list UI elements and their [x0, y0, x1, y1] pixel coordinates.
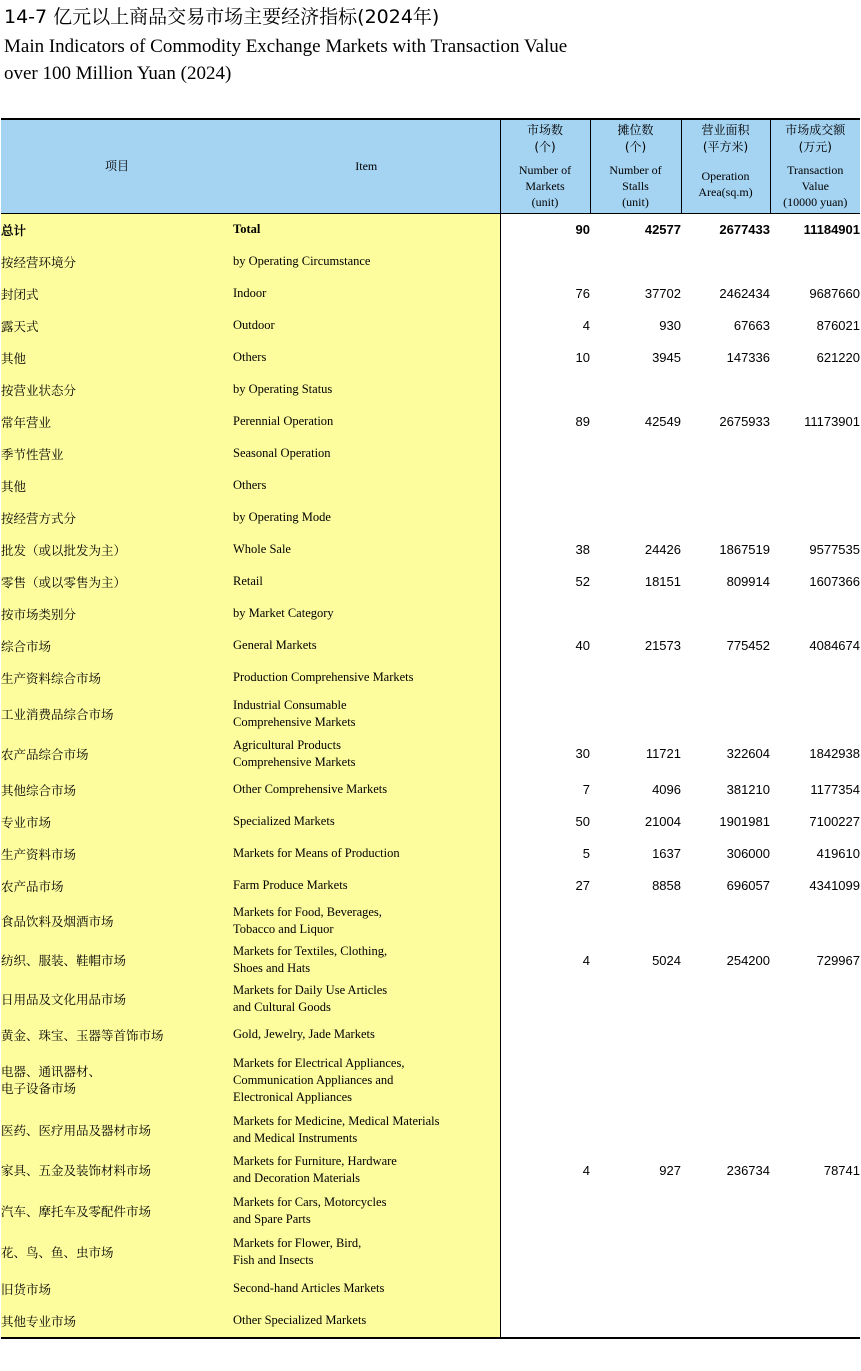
stalls-cell: 8858 [590, 870, 681, 902]
row-label-en: Farm Produce Markets [233, 870, 500, 902]
value-cell: 621220 [770, 342, 860, 374]
markets-cell [500, 662, 590, 694]
markets-cell [500, 598, 590, 630]
table-row [1, 566, 860, 598]
area-cell [681, 694, 770, 734]
value-cell: 4341099 [770, 870, 860, 902]
value-cell: 1842938 [770, 734, 860, 774]
table-row [1, 1305, 860, 1338]
markets-cell [500, 980, 590, 1019]
markets-cell [500, 1110, 590, 1150]
value-header: 市场成交额 (万元) Transaction Value (10000 yuan) [770, 119, 860, 213]
table-row [1, 1051, 860, 1110]
stalls-cell [590, 662, 681, 694]
stalls-cell [590, 470, 681, 502]
table-row [1, 774, 860, 806]
markets-cell: 89 [500, 406, 590, 438]
row-label-en: Markets for Medicine, Medical Materials and Medical Instruments [233, 1110, 500, 1150]
row-label-en: by Operating Status [233, 374, 500, 406]
value-cell [770, 980, 860, 1019]
table-row [1, 502, 860, 534]
row-label-zh: 零售（或以零售为主） [1, 566, 233, 598]
area-cell [681, 1110, 770, 1150]
value-cell [770, 1305, 860, 1338]
stalls-cell: 42577 [590, 213, 681, 246]
row-label-en: Markets for Furniture, Hardware and Decoration Materials [233, 1150, 500, 1191]
table-row [1, 374, 860, 406]
area-cell [681, 902, 770, 941]
row-label-zh: 常年营业 [1, 406, 233, 438]
markets-cell: 27 [500, 870, 590, 902]
markets-cell [500, 1305, 590, 1338]
markets-cell [500, 246, 590, 278]
area-cell: 2675933 [681, 406, 770, 438]
area-cell: 809914 [681, 566, 770, 598]
table-title-en-line2: over 100 Million Yuan (2024) [4, 63, 232, 84]
markets-cell [500, 502, 590, 534]
stalls-cell [590, 438, 681, 470]
stalls-header: 摊位数 (个) Number of Stalls (unit) [590, 119, 681, 213]
row-label-zh: 露天式 [1, 310, 233, 342]
area-cell: 67663 [681, 310, 770, 342]
area-cell [681, 1273, 770, 1305]
item-en-header: Item [233, 119, 500, 213]
value-cell: 7100227 [770, 806, 860, 838]
table-row [1, 870, 860, 902]
row-label-en: Markets for Daily Use Articles and Cultural Goods [233, 980, 500, 1019]
markets-cell [500, 1051, 590, 1110]
markets-cell: 90 [500, 213, 590, 246]
value-cell: 1607366 [770, 566, 860, 598]
markets-cell: 5 [500, 838, 590, 870]
markets-cell: 4 [500, 1150, 590, 1191]
table-row [1, 630, 860, 662]
stalls-cell: 5024 [590, 941, 681, 980]
row-label-en: Agricultural Products Comprehensive Markets [233, 734, 500, 774]
table-row [1, 734, 860, 774]
stalls-cell: 24426 [590, 534, 681, 566]
value-cell [770, 598, 860, 630]
row-label-zh: 生产资料综合市场 [1, 662, 233, 694]
value-cell: 876021 [770, 310, 860, 342]
value-cell [770, 438, 860, 470]
markets-header: 市场数 (个) Number of Markets (unit) [500, 119, 590, 213]
value-cell: 11173901 [770, 406, 860, 438]
stalls-cell [590, 1273, 681, 1305]
table-row [1, 980, 860, 1019]
markets-cell: 40 [500, 630, 590, 662]
row-label-en: Total [233, 213, 500, 246]
area-cell: 1867519 [681, 534, 770, 566]
table-title-zh: 14-7 亿元以上商品交易市场主要经济指标(2024年) [4, 6, 440, 28]
area-cell: 322604 [681, 734, 770, 774]
stalls-cell [590, 1305, 681, 1338]
stalls-cell [590, 1019, 681, 1051]
value-cell: 419610 [770, 838, 860, 870]
row-label-zh: 电器、通讯器材、 电子设备市场 [1, 1051, 233, 1110]
value-cell [770, 1051, 860, 1110]
area-cell: 147336 [681, 342, 770, 374]
table-row [1, 838, 860, 870]
area-cell: 306000 [681, 838, 770, 870]
table-row [1, 246, 860, 278]
row-label-zh: 纺织、服装、鞋帽市场 [1, 941, 233, 980]
area-cell [681, 374, 770, 406]
stalls-cell: 1637 [590, 838, 681, 870]
table-row [1, 662, 860, 694]
table-row [1, 902, 860, 941]
row-label-en: Second-hand Articles Markets [233, 1273, 500, 1305]
stalls-cell [590, 598, 681, 630]
markets-cell [500, 694, 590, 734]
row-label-zh: 生产资料市场 [1, 838, 233, 870]
stalls-cell [590, 1110, 681, 1150]
markets-cell: 4 [500, 941, 590, 980]
row-label-en: Perennial Operation [233, 406, 500, 438]
table-row [1, 470, 860, 502]
stalls-cell: 18151 [590, 566, 681, 598]
row-label-zh: 批发（或以批发为主） [1, 534, 233, 566]
stalls-cell: 930 [590, 310, 681, 342]
value-cell: 729967 [770, 941, 860, 980]
row-label-zh: 其他综合市场 [1, 774, 233, 806]
area-cell [681, 1232, 770, 1273]
row-label-zh: 专业市场 [1, 806, 233, 838]
area-header: 营业面积 (平方米) Operation Area(sq.m) [681, 119, 770, 213]
value-cell [770, 502, 860, 534]
value-cell [770, 1232, 860, 1273]
markets-cell: 30 [500, 734, 590, 774]
markets-cell [500, 374, 590, 406]
area-cell [681, 1019, 770, 1051]
row-label-en: Retail [233, 566, 500, 598]
area-cell [681, 502, 770, 534]
row-label-en: by Operating Circumstance [233, 246, 500, 278]
row-label-en: Industrial Consumable Comprehensive Markets [233, 694, 500, 734]
indicators-table [1, 118, 860, 1339]
value-cell [770, 1019, 860, 1051]
table-row [1, 1019, 860, 1051]
row-label-zh: 综合市场 [1, 630, 233, 662]
table-row [1, 806, 860, 838]
stalls-cell [590, 374, 681, 406]
value-cell [770, 1273, 860, 1305]
table-row [1, 534, 860, 566]
table-row [1, 438, 860, 470]
row-label-en: Markets for Electrical Appliances, Communication Appliances and Electronical Appliances [233, 1051, 500, 1110]
row-label-zh: 其他 [1, 470, 233, 502]
markets-cell [500, 1232, 590, 1273]
value-cell [770, 246, 860, 278]
row-label-zh: 花、鸟、鱼、虫市场 [1, 1232, 233, 1273]
value-cell [770, 470, 860, 502]
value-cell: 78741 [770, 1150, 860, 1191]
row-label-zh: 黄金、珠宝、玉器等首饰市场 [1, 1019, 233, 1051]
area-cell: 254200 [681, 941, 770, 980]
value-cell: 9577535 [770, 534, 860, 566]
row-label-zh: 汽车、摩托车及零配件市场 [1, 1191, 233, 1232]
row-label-en: by Market Category [233, 598, 500, 630]
row-label-en: Markets for Textiles, Clothing, Shoes and Hats [233, 941, 500, 980]
stalls-cell: 11721 [590, 734, 681, 774]
markets-cell: 7 [500, 774, 590, 806]
table-row [1, 1273, 860, 1305]
value-cell [770, 1191, 860, 1232]
row-label-en: General Markets [233, 630, 500, 662]
area-cell: 236734 [681, 1150, 770, 1191]
markets-cell [500, 902, 590, 941]
markets-cell: 10 [500, 342, 590, 374]
stalls-cell: 3945 [590, 342, 681, 374]
area-cell [681, 598, 770, 630]
row-label-en: Markets for Means of Production [233, 838, 500, 870]
row-label-zh: 按市场类别分 [1, 598, 233, 630]
value-cell [770, 374, 860, 406]
stalls-cell [590, 902, 681, 941]
area-cell [681, 470, 770, 502]
value-cell [770, 1110, 860, 1150]
table-row [1, 1191, 860, 1232]
table-row [1, 694, 860, 734]
area-cell: 381210 [681, 774, 770, 806]
markets-cell [500, 438, 590, 470]
row-label-zh: 农产品市场 [1, 870, 233, 902]
stalls-cell [590, 1051, 681, 1110]
markets-cell [500, 470, 590, 502]
row-label-en: Other Comprehensive Markets [233, 774, 500, 806]
stalls-cell [590, 1232, 681, 1273]
area-cell: 2462434 [681, 278, 770, 310]
row-label-en: Markets for Food, Beverages, Tobacco and Liquor [233, 902, 500, 941]
value-cell [770, 902, 860, 941]
area-cell [681, 980, 770, 1019]
stalls-cell [590, 1191, 681, 1232]
stalls-cell: 37702 [590, 278, 681, 310]
row-label-en: Gold, Jewelry, Jade Markets [233, 1019, 500, 1051]
row-label-zh: 医药、医疗用品及器材市场 [1, 1110, 233, 1150]
stalls-cell: 4096 [590, 774, 681, 806]
row-label-zh: 其他 [1, 342, 233, 374]
row-label-zh: 其他专业市场 [1, 1305, 233, 1338]
markets-cell [500, 1019, 590, 1051]
stalls-cell [590, 502, 681, 534]
table-row [1, 213, 860, 246]
area-cell [681, 1191, 770, 1232]
table-row [1, 1110, 860, 1150]
row-label-en: Markets for Cars, Motorcycles and Spare Parts [233, 1191, 500, 1232]
markets-cell: 52 [500, 566, 590, 598]
markets-cell: 50 [500, 806, 590, 838]
row-label-en: Others [233, 342, 500, 374]
value-cell [770, 694, 860, 734]
area-cell [681, 662, 770, 694]
markets-cell: 76 [500, 278, 590, 310]
area-cell [681, 1305, 770, 1338]
row-label-zh: 家具、五金及装饰材料市场 [1, 1150, 233, 1191]
row-label-zh: 按经营方式分 [1, 502, 233, 534]
row-label-en: Markets for Flower, Bird, Fish and Insects [233, 1232, 500, 1273]
value-cell [770, 662, 860, 694]
stalls-cell [590, 246, 681, 278]
area-cell [681, 246, 770, 278]
table-row [1, 278, 860, 310]
row-label-zh: 按营业状态分 [1, 374, 233, 406]
row-label-en: Others [233, 470, 500, 502]
row-label-en: Other Specialized Markets [233, 1305, 500, 1338]
row-label-en: by Operating Mode [233, 502, 500, 534]
stalls-cell [590, 980, 681, 1019]
table-row [1, 1150, 860, 1191]
table-title-en-line1: Main Indicators of Commodity Exchange Markets with Transaction Value [4, 36, 568, 57]
row-label-zh: 工业消费品综合市场 [1, 694, 233, 734]
value-cell: 9687660 [770, 278, 860, 310]
table-row [1, 1232, 860, 1273]
stalls-cell: 21573 [590, 630, 681, 662]
table-row [1, 310, 860, 342]
row-label-en: Production Comprehensive Markets [233, 662, 500, 694]
row-label-zh: 按经营环境分 [1, 246, 233, 278]
markets-cell [500, 1191, 590, 1232]
row-label-en: Outdoor [233, 310, 500, 342]
markets-cell: 38 [500, 534, 590, 566]
table-row [1, 941, 860, 980]
stalls-cell: 927 [590, 1150, 681, 1191]
table-row [1, 406, 860, 438]
markets-cell: 4 [500, 310, 590, 342]
area-cell: 775452 [681, 630, 770, 662]
area-cell [681, 438, 770, 470]
row-label-zh: 食品饮料及烟酒市场 [1, 902, 233, 941]
row-label-zh: 日用品及文化用品市场 [1, 980, 233, 1019]
row-label-zh: 农产品综合市场 [1, 734, 233, 774]
area-cell: 1901981 [681, 806, 770, 838]
table-row [1, 342, 860, 374]
area-cell [681, 1051, 770, 1110]
table-row [1, 598, 860, 630]
row-label-en: Indoor [233, 278, 500, 310]
stalls-cell: 21004 [590, 806, 681, 838]
table-header-row [1, 119, 860, 213]
stalls-cell [590, 694, 681, 734]
row-label-zh: 总计 [1, 213, 233, 246]
row-label-zh: 季节性营业 [1, 438, 233, 470]
value-cell: 1177354 [770, 774, 860, 806]
value-cell: 4084674 [770, 630, 860, 662]
area-cell: 696057 [681, 870, 770, 902]
row-label-en: Specialized Markets [233, 806, 500, 838]
stalls-cell: 42549 [590, 406, 681, 438]
row-label-en: Whole Sale [233, 534, 500, 566]
area-cell: 2677433 [681, 213, 770, 246]
row-label-zh: 旧货市场 [1, 1273, 233, 1305]
item-zh-header: 项目 [1, 119, 233, 213]
row-label-zh: 封闭式 [1, 278, 233, 310]
value-cell: 11184901 [770, 213, 860, 246]
markets-cell [500, 1273, 590, 1305]
row-label-en: Seasonal Operation [233, 438, 500, 470]
